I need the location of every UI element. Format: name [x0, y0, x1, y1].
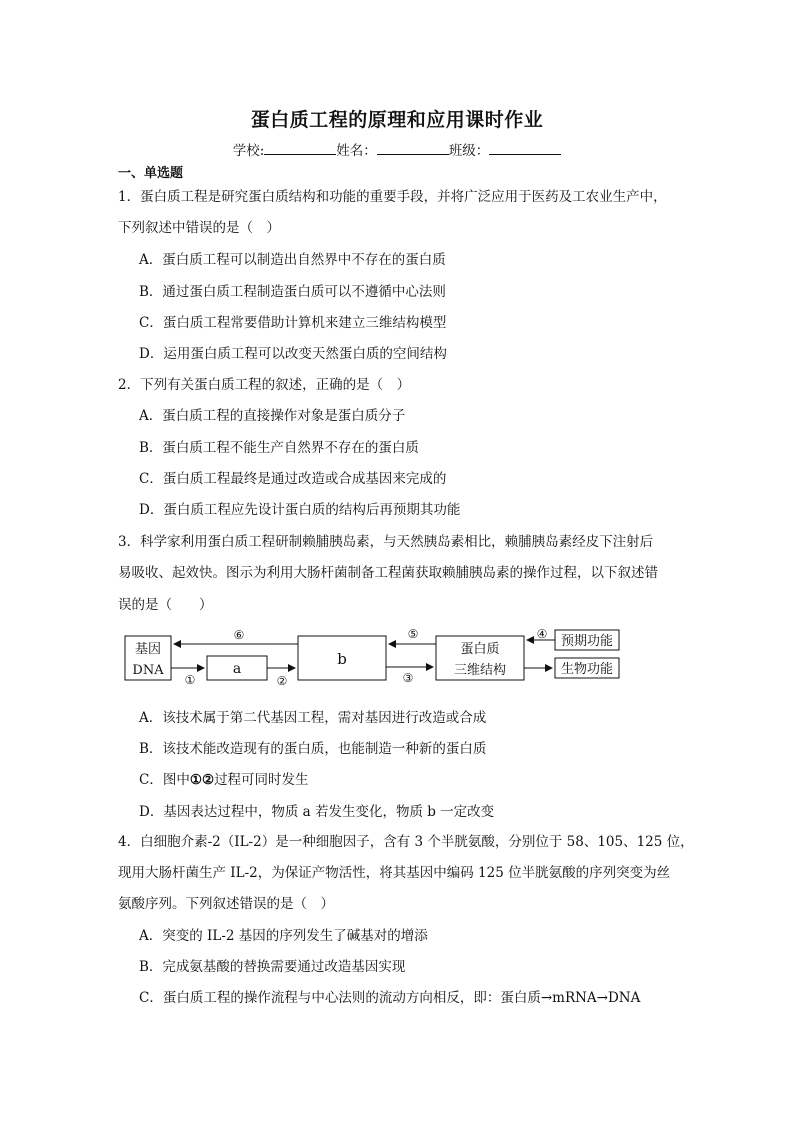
question-3-line-2: 易吸收、起效快。图示为利用大肠杆菌制备工程菌获取赖脯胰岛素的操作过程，以下叙述错	[118, 565, 658, 581]
question-4-line-2: 现用大肠杆菌生产 IL-2，为保证产物活性，将其基因中编码 125 位半胱氨酸的序列突变为丝	[118, 865, 671, 881]
question-4-option-b[interactable]: B．完成氨基酸的替换需要通过改造基因实现	[139, 959, 406, 975]
question-4-line-3: 氨酸序列。下列叙述错误的是（ ）	[118, 896, 334, 912]
school-blank[interactable]	[264, 142, 336, 155]
question-2-option-a[interactable]: A．蛋白质工程的直接操作对象是蛋白质分子	[139, 408, 406, 424]
structure-label: 三维结构	[453, 663, 507, 678]
step-6-label: ⑥	[233, 628, 245, 642]
question-4-line-1: 4．白细胞介素-2（IL-2）是一种细胞因子，含有 3 个半胱氨酸，分别位于 58、105、125 位，	[118, 834, 694, 850]
question-2-option-b[interactable]: B．蛋白质工程不能生产自然界不存在的蛋白质	[139, 440, 419, 456]
student-info-line	[0, 139, 794, 159]
question-3-line-1: 3．科学家利用蛋白质工程研制赖脯胰岛素，与天然胰岛素相比，赖脯胰岛素经皮下注射后	[118, 534, 654, 550]
question-4-option-a[interactable]: A．突变的 IL-2 基因的序列发生了碱基对的增添	[139, 928, 428, 944]
class-label: 班级：	[448, 143, 490, 159]
b-label: b	[337, 650, 347, 668]
step-1-label: ①	[184, 673, 196, 687]
option-c-steps: ①②	[189, 772, 215, 788]
question-2-option-c[interactable]: C．蛋白质工程最终是通过改造或合成基因来完成的	[139, 471, 447, 487]
question-1-option-b[interactable]: B．通过蛋白质工程制造蛋白质可以不遵循中心法则	[139, 284, 446, 300]
question-1-option-d[interactable]: D．运用蛋白质工程可以改变天然蛋白质的空间结构	[139, 346, 447, 362]
question-4-option-c[interactable]: C．蛋白质工程的操作流程与中心法则的流动方向相反，即：蛋白质→mRNA→DNA	[139, 990, 641, 1006]
question-3-option-c[interactable]	[139, 768, 309, 788]
protein-label: 蛋白质	[460, 642, 500, 657]
dna-label: DNA	[132, 663, 164, 678]
question-1-option-c[interactable]: C．蛋白质工程常要借助计算机来建立三维结构模型	[139, 315, 447, 331]
gene-label: 基因	[134, 642, 162, 657]
option-c-prefix: C．图中	[139, 772, 190, 788]
question-3-option-b[interactable]: B．该技术能改造现有的蛋白质，也能制造一种新的蛋白质	[139, 741, 487, 757]
step-4-label: ④	[536, 627, 548, 641]
name-label: 姓名：	[336, 143, 377, 159]
class-blank[interactable]	[489, 142, 561, 155]
question-2-option-d[interactable]: D．蛋白质工程应先设计蛋白质的结构后再预期其功能	[139, 502, 461, 518]
school-label: 学校:	[232, 143, 265, 159]
question-3-option-a[interactable]: A．该技术属于第二代基因工程，需对基因进行改造或合成	[139, 710, 487, 726]
question-1-option-a[interactable]: A．蛋白质工程可以制造出自然界中不存在的蛋白质	[139, 252, 446, 268]
a-label: a	[232, 661, 242, 677]
name-blank[interactable]	[377, 142, 449, 155]
step-3-label: ③	[402, 671, 414, 685]
section-heading: 一、单选题	[118, 166, 184, 181]
protein-engineering-flow-diagram	[118, 622, 628, 694]
option-c-suffix: 过程可同时发生	[214, 772, 309, 788]
page-title: 蛋白质工程的原理和应用课时作业	[250, 109, 544, 131]
question-3-option-d[interactable]: D．基因表达过程中，物质 a 若发生变化，物质 b 一定改变	[139, 804, 495, 820]
question-2-line-1: 2．下列有关蛋白质工程的叙述，正确的是（ ）	[118, 377, 411, 393]
bio-function-label: 生物功能	[560, 662, 614, 677]
step-2-label: ②	[276, 674, 288, 688]
question-3-line-3: 误的是（ ）	[118, 597, 213, 613]
expected-function-label: 预期功能	[560, 634, 614, 649]
question-1-line-1: 1．蛋白质工程是研究蛋白质结构和功能的重要手段，并将广泛应用于医药及工农业生产中，	[118, 189, 667, 205]
question-1-line-2: 下列叙述中错误的是（ ）	[118, 220, 280, 236]
step-5-label: ⑤	[407, 627, 419, 641]
